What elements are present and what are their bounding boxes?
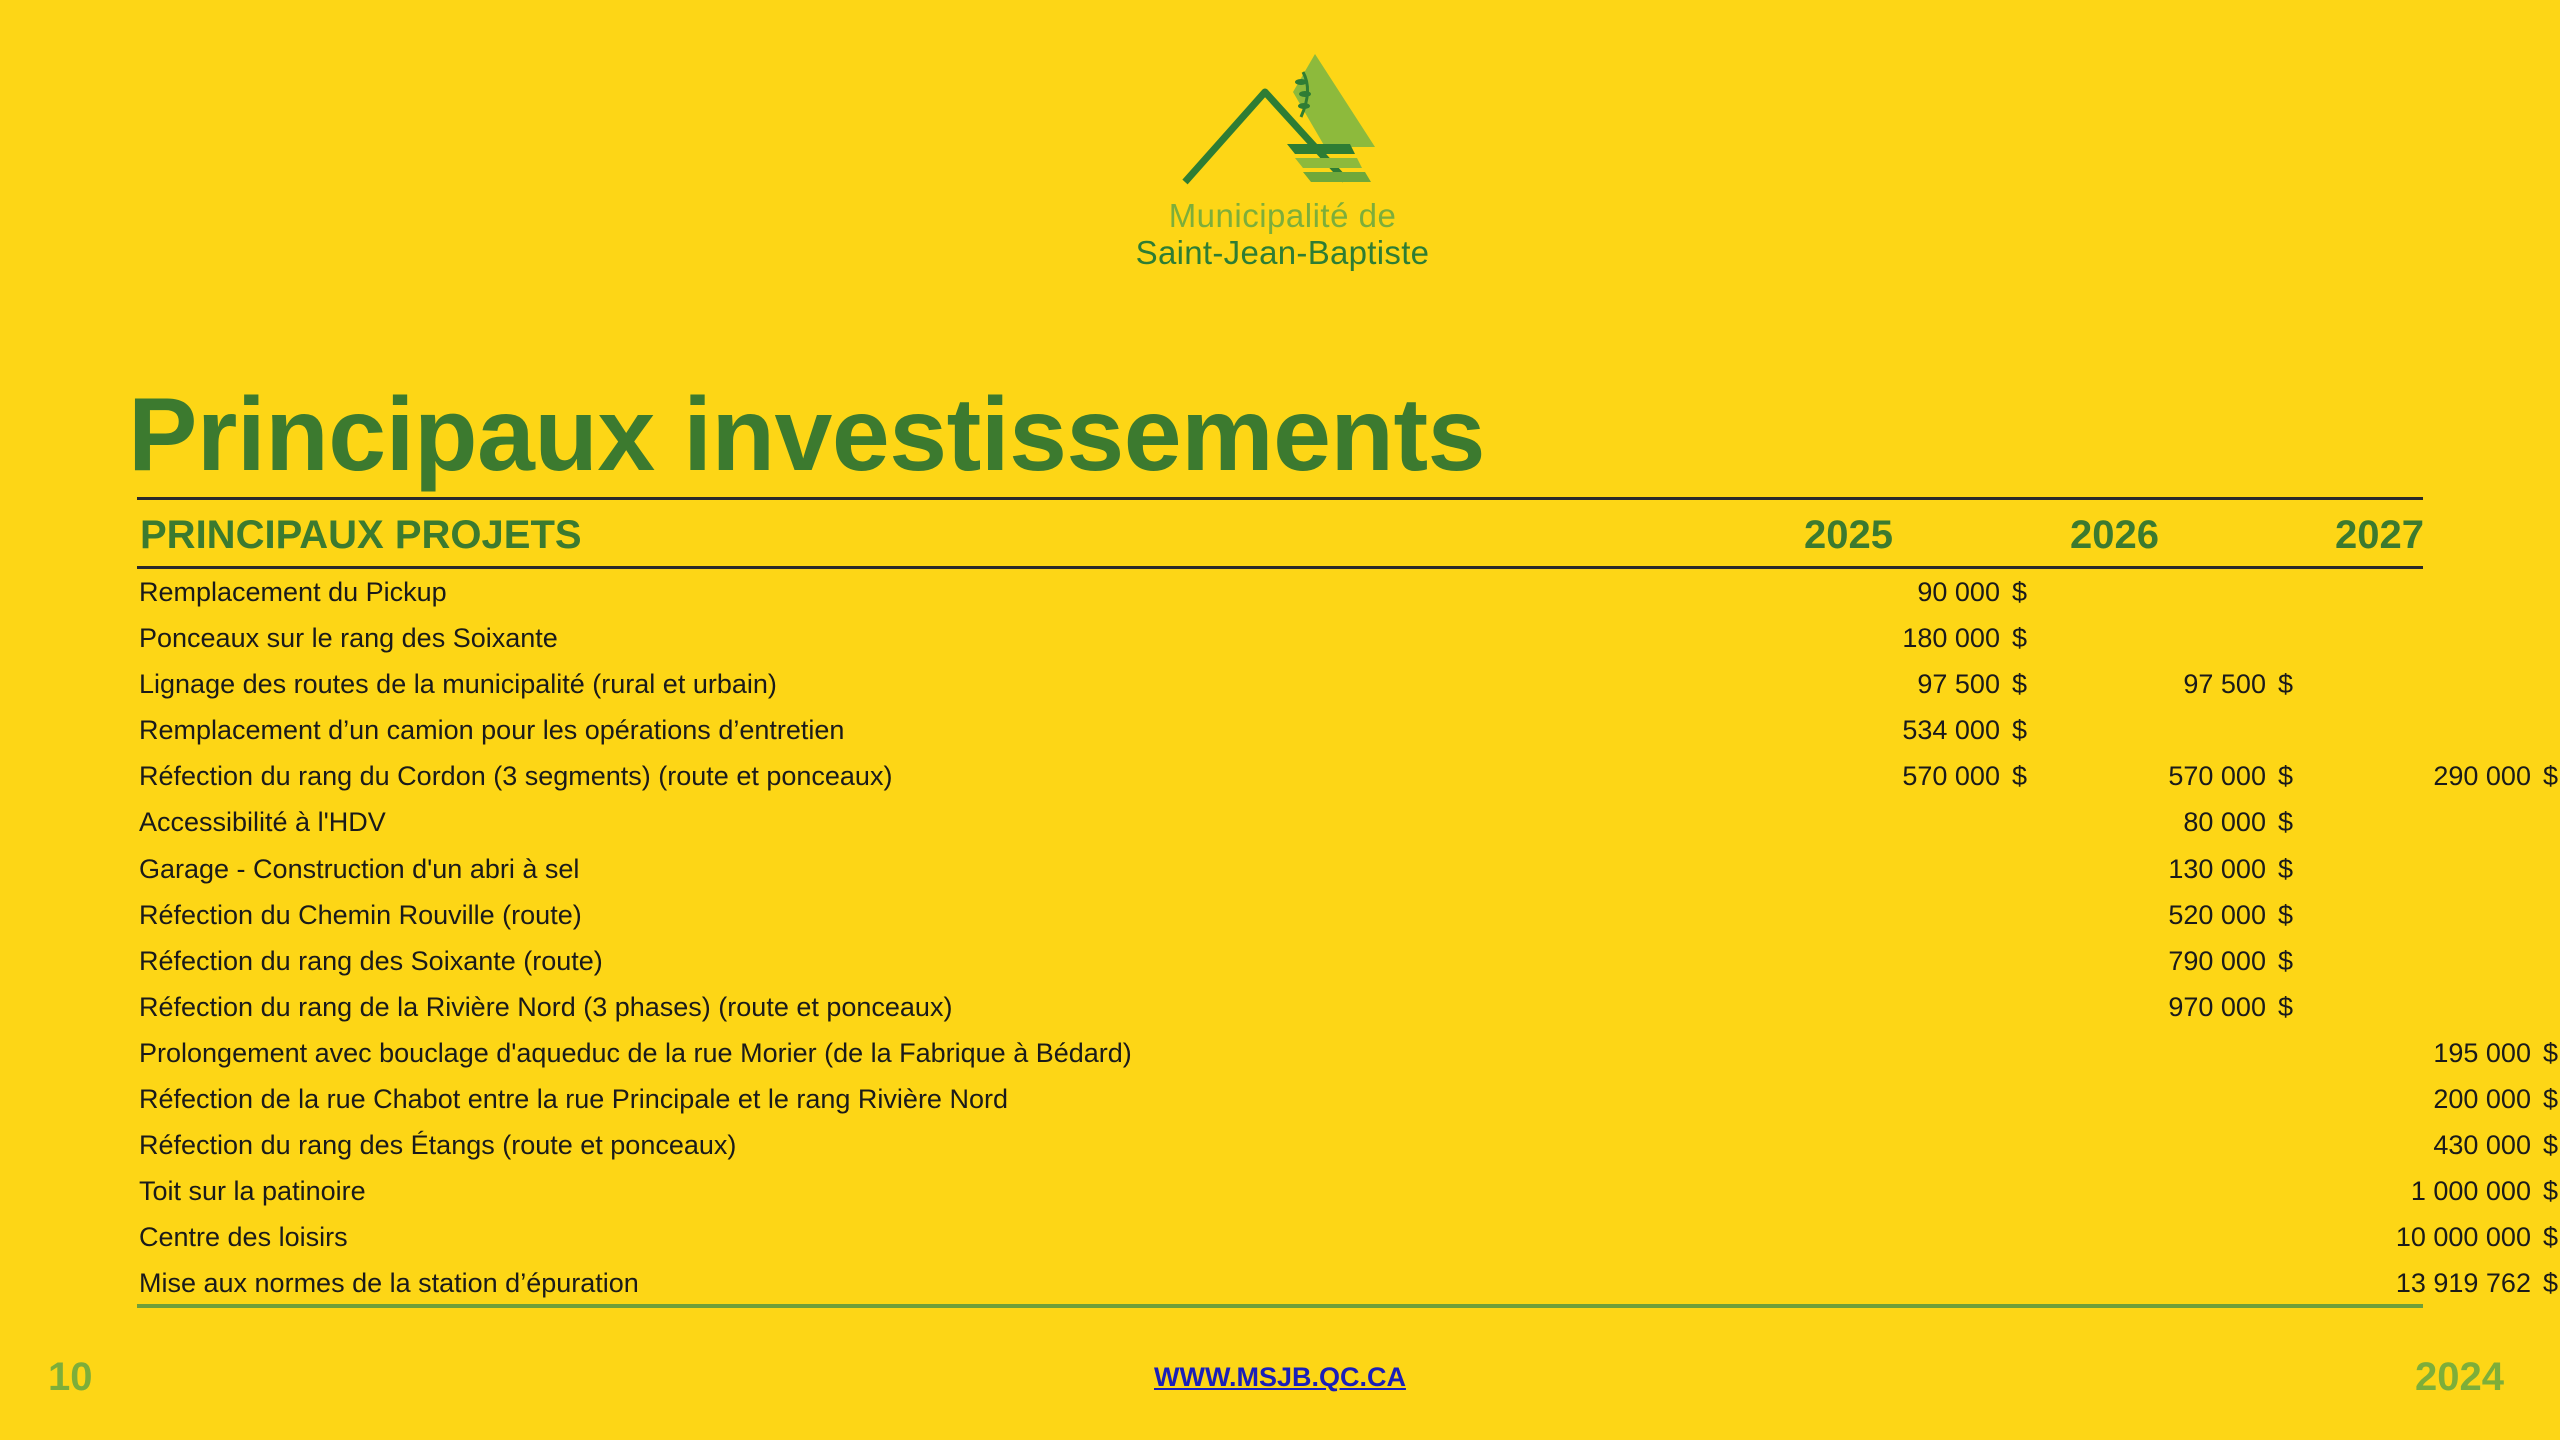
amount-value: 1 000 000 [2410, 1176, 2531, 1207]
table-header-2025: 2025 [1804, 513, 1893, 557]
amount-value: 97 500 [2183, 669, 2266, 700]
amount-2027 [2298, 753, 2558, 799]
table-row [137, 1030, 2558, 1076]
currency-symbol: $ [2011, 577, 2027, 607]
table-row [137, 892, 2423, 938]
amount-value: 97 500 [1917, 669, 2000, 700]
currency-symbol: $ [2011, 761, 2027, 792]
currency-symbol: $ [2542, 1222, 2558, 1253]
amount-2026 [2033, 799, 2293, 845]
currency-symbol: $ [2277, 853, 2293, 884]
currency-symbol: $ [2277, 899, 2293, 930]
table-row [137, 615, 2423, 661]
currency-symbol: $ [2542, 1268, 2558, 1299]
project-label: Réfection du rang du Cordon (3 segments) (route et ponceaux) [139, 761, 893, 792]
table-row [137, 799, 2423, 845]
amount-2027 [2298, 1260, 2558, 1306]
project-label: Prolongement avec bouclage d'aqueduc de la rue Morier (de la Fabrique à Bédard) [139, 1037, 1132, 1068]
table-row [137, 1260, 2558, 1306]
amount-value: 290 000 [2433, 761, 2531, 792]
project-label: Accessibilité à l'HDV [139, 807, 386, 838]
project-label: Ponceaux sur le rang des Soixante [139, 623, 558, 654]
table-row [137, 661, 2423, 707]
amount-value: 200 000 [2433, 1084, 2531, 1115]
amount-value: 130 000 [2168, 853, 2266, 884]
amount-2026 [2033, 753, 2293, 799]
project-label: Réfection du Chemin Rouville (route) [139, 899, 582, 930]
currency-symbol: $ [2011, 715, 2027, 746]
currency-symbol: $ [2542, 1176, 2558, 1207]
project-label: Remplacement du Pickup [139, 577, 447, 607]
currency-symbol: $ [2277, 807, 2293, 838]
project-label: Lignage des routes de la municipalité (rural et urbain) [139, 669, 777, 700]
page-title: Principaux investissements [128, 377, 1485, 493]
currency-symbol: $ [2542, 1130, 2558, 1161]
projects-table-body [137, 569, 2558, 1307]
amount-2026 [2033, 846, 2293, 892]
amount-2025 [1767, 661, 2027, 707]
project-label: Remplacement d’un camion pour les opérations d’entretien [139, 715, 845, 746]
currency-symbol: $ [2011, 623, 2027, 654]
project-label: Réfection de la rue Chabot entre la rue Principale et le rang Rivière Nord [139, 1084, 1008, 1115]
amount-value: 970 000 [2168, 991, 2266, 1022]
currency-symbol: $ [2277, 761, 2293, 792]
amount-value: 534 000 [1902, 715, 2000, 746]
amount-2025 [1767, 753, 2027, 799]
table-row [137, 707, 2423, 753]
page-number: 10 [48, 1355, 93, 1399]
amount-2026 [2033, 661, 2293, 707]
amount-value: 570 000 [2168, 761, 2266, 792]
table-header-2026: 2026 [2070, 513, 2159, 557]
amount-value: 195 000 [2433, 1037, 2531, 1068]
currency-symbol: $ [2542, 761, 2558, 792]
amount-2027 [2298, 1214, 2558, 1260]
table-row [137, 984, 2423, 1030]
amount-2025 [1767, 569, 2027, 615]
table-top-rule [137, 497, 2423, 500]
amount-value: 430 000 [2433, 1130, 2531, 1161]
project-label: Réfection du rang de la Rivière Nord (3 phases) (route et ponceaux) [139, 991, 953, 1022]
currency-symbol: $ [2277, 945, 2293, 976]
project-label: Centre des loisirs [139, 1222, 348, 1253]
table-row [137, 1168, 2558, 1214]
project-label: Garage - Construction d'un abri à sel [139, 853, 580, 884]
amount-value: 10 000 000 [2395, 1222, 2531, 1253]
amount-2025 [1767, 707, 2027, 753]
project-label: Mise aux normes de la station d’épuration [139, 1268, 639, 1299]
mountain-logo-icon [1175, 52, 1390, 197]
amount-value: 13 919 762 [2395, 1268, 2531, 1299]
table-row [137, 1122, 2558, 1168]
table-header-2027: 2027 [2335, 513, 2424, 557]
amount-value: 180 000 [1902, 623, 2000, 654]
website-link[interactable]: WWW.MSJB.QC.CA [1154, 1362, 1406, 1392]
footer-year: 2024 [2415, 1355, 2504, 1399]
table-bottom-rule [137, 1304, 2423, 1308]
project-label: Toit sur la patinoire [139, 1176, 366, 1207]
currency-symbol: $ [2542, 1037, 2558, 1068]
amount-2025 [1767, 615, 2027, 661]
amount-2027 [2298, 1076, 2558, 1122]
amount-2027 [2298, 1168, 2558, 1214]
project-label: Réfection du rang des Soixante (route) [139, 945, 603, 976]
amount-value: 520 000 [2168, 899, 2266, 930]
table-row [137, 846, 2423, 892]
amount-2026 [2033, 938, 2293, 984]
logo-text-line2: Saint-Jean-Baptiste [1135, 234, 1430, 271]
project-label: Réfection du rang des Étangs (route et ponceaux) [139, 1130, 737, 1161]
amount-2026 [2033, 984, 2293, 1030]
amount-2027 [2298, 1122, 2558, 1168]
amount-value: 790 000 [2168, 945, 2266, 976]
amount-2026 [2033, 892, 2293, 938]
currency-symbol: $ [2277, 669, 2293, 700]
table-row [137, 1214, 2558, 1260]
currency-symbol: $ [2277, 991, 2293, 1022]
table-row [137, 1076, 2558, 1122]
amount-2027 [2298, 1030, 2558, 1076]
amount-value: 90 000 [1917, 577, 2000, 607]
amount-value: 570 000 [1902, 761, 2000, 792]
table-header-projects: PRINCIPAUX PROJETS [140, 513, 582, 557]
municipality-logo [1115, 52, 1450, 272]
currency-symbol: $ [2011, 669, 2027, 700]
table-row [137, 569, 2423, 615]
amount-value: 80 000 [2183, 807, 2266, 838]
table-row [137, 938, 2423, 984]
currency-symbol: $ [2542, 1084, 2558, 1115]
table-row [137, 753, 2558, 799]
logo-text-line1: Municipalité de [1168, 197, 1397, 234]
